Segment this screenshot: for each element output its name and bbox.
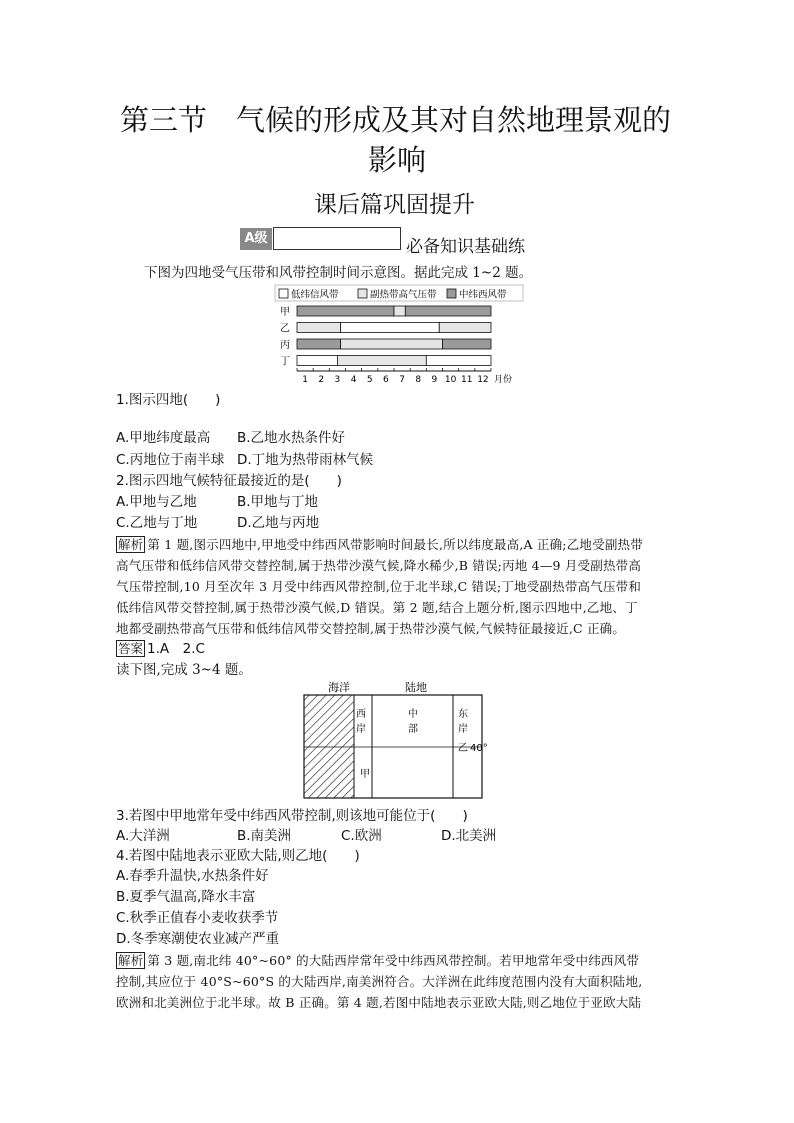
chart-rows — [280, 306, 491, 368]
q2-option-c[interactable]: C.乙地与丁地 — [116, 515, 198, 531]
x-tick-label-7: 8 — [415, 375, 422, 385]
row-0-segment-2 — [405, 306, 491, 316]
chart-legend — [275, 285, 523, 301]
x-tick-label-10: 11 — [461, 375, 473, 385]
legend-label-0: 低纬信风带 — [291, 289, 339, 301]
middle-label-1: 中 — [408, 709, 418, 720]
continent-diagram — [290, 680, 510, 802]
point-yi: 乙 — [458, 743, 468, 754]
x-tick-label-9: 10 — [444, 375, 457, 385]
row-2-segment-2 — [443, 339, 492, 349]
x-tick-label-6: 7 — [399, 375, 405, 385]
question-2-stem: 2.图示四地气候特征最接近的是( ) — [116, 473, 342, 489]
analysis-2-line-1: 解析 第 3 题,南北纬 40°~60° 的大陆西岸常年受中纬西风带控制。若甲地常年受中纬西风带 — [118, 953, 640, 968]
row-1-segment-1 — [341, 323, 440, 333]
q2-option-a[interactable]: A.甲地与乙地 — [116, 494, 197, 510]
row-label-3: 丁 — [280, 356, 290, 368]
analysis-1-line-4: 低纬信风带交替控制,属于热带沙漠气候,D 错误。第 2 题,结合上题分析,图示四地中,乙地、丁 — [116, 600, 638, 615]
east-coast-label-2: 岸 — [458, 724, 468, 735]
question-1-stem: 1.图示四地( ) — [116, 392, 221, 408]
ocean-hatch — [304, 695, 354, 798]
analysis-1-line-1: 解析 第 1 题,图示四地中,甲地受中纬西风带影响时间最长,所以纬度最高,A 正确;乙地受副热带 — [118, 537, 643, 552]
q2-option-d[interactable]: D.乙地与丙地 — [237, 515, 320, 531]
level-badge: A级 — [240, 228, 272, 250]
q1-option-a[interactable]: A.甲地纬度最高 — [116, 430, 211, 446]
middle-label-2: 部 — [408, 724, 418, 735]
q1-option-c[interactable]: C.丙地位于南半球 — [116, 452, 225, 468]
page-title-line2: 影响 — [368, 143, 427, 177]
row-0-segment-0 — [297, 306, 394, 316]
q4-option-b[interactable]: B.夏季气温高,降水丰富 — [116, 889, 256, 905]
analysis-2-line-2: 控制,其应位于 40°S~60°S 的大陆西岸,南美洲符合。大洋洲在此纬度范围内没有大面积陆地, — [116, 974, 643, 989]
q4-option-a[interactable]: A.春季升温快,水热条件好 — [116, 868, 269, 884]
x-tick-label-5: 6 — [383, 375, 389, 385]
row-label-0: 甲 — [280, 307, 290, 318]
west-coast-label-2: 岸 — [356, 724, 366, 735]
latitude-label: 40° — [470, 743, 488, 754]
east-coast-label-1: 东 — [458, 709, 468, 720]
ocean-label: 海洋 — [328, 681, 350, 694]
question-4-stem: 4.若图中陆地表示亚欧大陆,则乙地( ) — [116, 848, 360, 864]
x-tick-label-4: 5 — [366, 375, 373, 385]
q3-option-c[interactable]: C.欧洲 — [341, 828, 382, 844]
q3-option-b[interactable]: B.南美洲 — [237, 828, 292, 844]
row-1-segment-0 — [297, 323, 341, 333]
analysis-tag: 解析 — [118, 537, 144, 552]
x-tick-label-8: 9 — [431, 375, 438, 385]
land-label: 陆地 — [405, 681, 427, 694]
legend-swatch-1 — [358, 289, 367, 298]
analysis-1-line-2: 高气压带和低纬信风带交替控制,属于热带沙漠气候,降水稀少,B 错误;丙地 4—9 月受副热带高 — [116, 558, 642, 573]
answer-1: 答案 1.A 2.C — [118, 641, 205, 657]
x-tick-label-0: 1 — [302, 375, 308, 385]
row-3-segment-1 — [337, 356, 426, 366]
page-title: 第三节 气候的形成及其对自然地理景观的 — [120, 103, 672, 137]
section1-intro: 下图为四地受气压带和风带控制时间示意图。据此完成 1~2 题。 — [144, 265, 533, 281]
question-3-stem: 3.若图中甲地常年受中纬西风带控制,则该地可能位于( ) — [116, 808, 468, 824]
q3-option-d[interactable]: D.北美洲 — [441, 828, 497, 844]
west-coast-label-1: 西 — [356, 709, 366, 720]
q1-option-b[interactable]: B.乙地水热条件好 — [237, 430, 346, 446]
row-3-segment-0 — [297, 356, 337, 366]
row-label-1: 乙 — [280, 323, 290, 335]
analysis-1-line-3: 气压带控制,10 月至次年 3 月受中纬西风带控制,位于北半球,C 错误;丁地受副热带高气压带和 — [116, 579, 642, 594]
answer-tag: 答案 — [118, 641, 144, 656]
level-name: 必备知识基础练 — [406, 237, 525, 257]
row-1-segment-2 — [439, 323, 491, 333]
row-0-segment-1 — [394, 306, 405, 316]
row-2-segment-0 — [297, 339, 341, 349]
legend-swatch-0 — [279, 289, 288, 298]
row-3-segment-2 — [426, 356, 491, 366]
x-tick-label-1: 2 — [318, 375, 325, 385]
q4-option-c[interactable]: C.秋季正值春小麦收获季节 — [116, 910, 279, 926]
belt-time-chart — [270, 283, 530, 385]
row-2-segment-1 — [341, 339, 443, 349]
analysis-2-line-3: 欧洲和北美洲位于北半球。故 B 正确。第 4 题,若图中陆地表示亚欧大陆,则乙地位于亚欧大陆 — [116, 995, 642, 1010]
analysis-tag-2: 解析 — [118, 953, 144, 968]
analysis-1-line-5: 地都受副热带高气压带和低纬信风带交替控制,属于热带沙漠气候,气候特征最接近,C 正确。 — [116, 621, 626, 636]
q1-option-d[interactable]: D.丁地为热带雨林气候 — [237, 452, 374, 468]
chart-axis — [297, 368, 512, 385]
q2-option-b[interactable]: B.甲地与丁地 — [237, 494, 319, 510]
q4-option-d[interactable]: D.冬季寒潮使农业减产严重 — [116, 931, 280, 947]
point-jia: 甲 — [360, 769, 370, 780]
legend-swatch-2 — [447, 289, 456, 298]
level-blank-box — [273, 227, 401, 250]
row-label-2: 丙 — [280, 340, 290, 351]
section2-intro: 读下图,完成 3~4 题。 — [116, 662, 252, 678]
x-tick-label-11: 12 — [477, 375, 489, 385]
legend-label-2: 中纬西风带 — [459, 289, 507, 301]
section-subtitle: 课后篇巩固提升 — [314, 192, 475, 218]
legend-label-1: 副热带高气压带 — [370, 289, 437, 301]
x-tick-label-2: 3 — [334, 375, 341, 385]
q3-option-a[interactable]: A.大洋洲 — [116, 828, 170, 844]
x-tick-label-3: 4 — [350, 375, 357, 385]
x-axis-unit: 月份 — [494, 375, 513, 385]
